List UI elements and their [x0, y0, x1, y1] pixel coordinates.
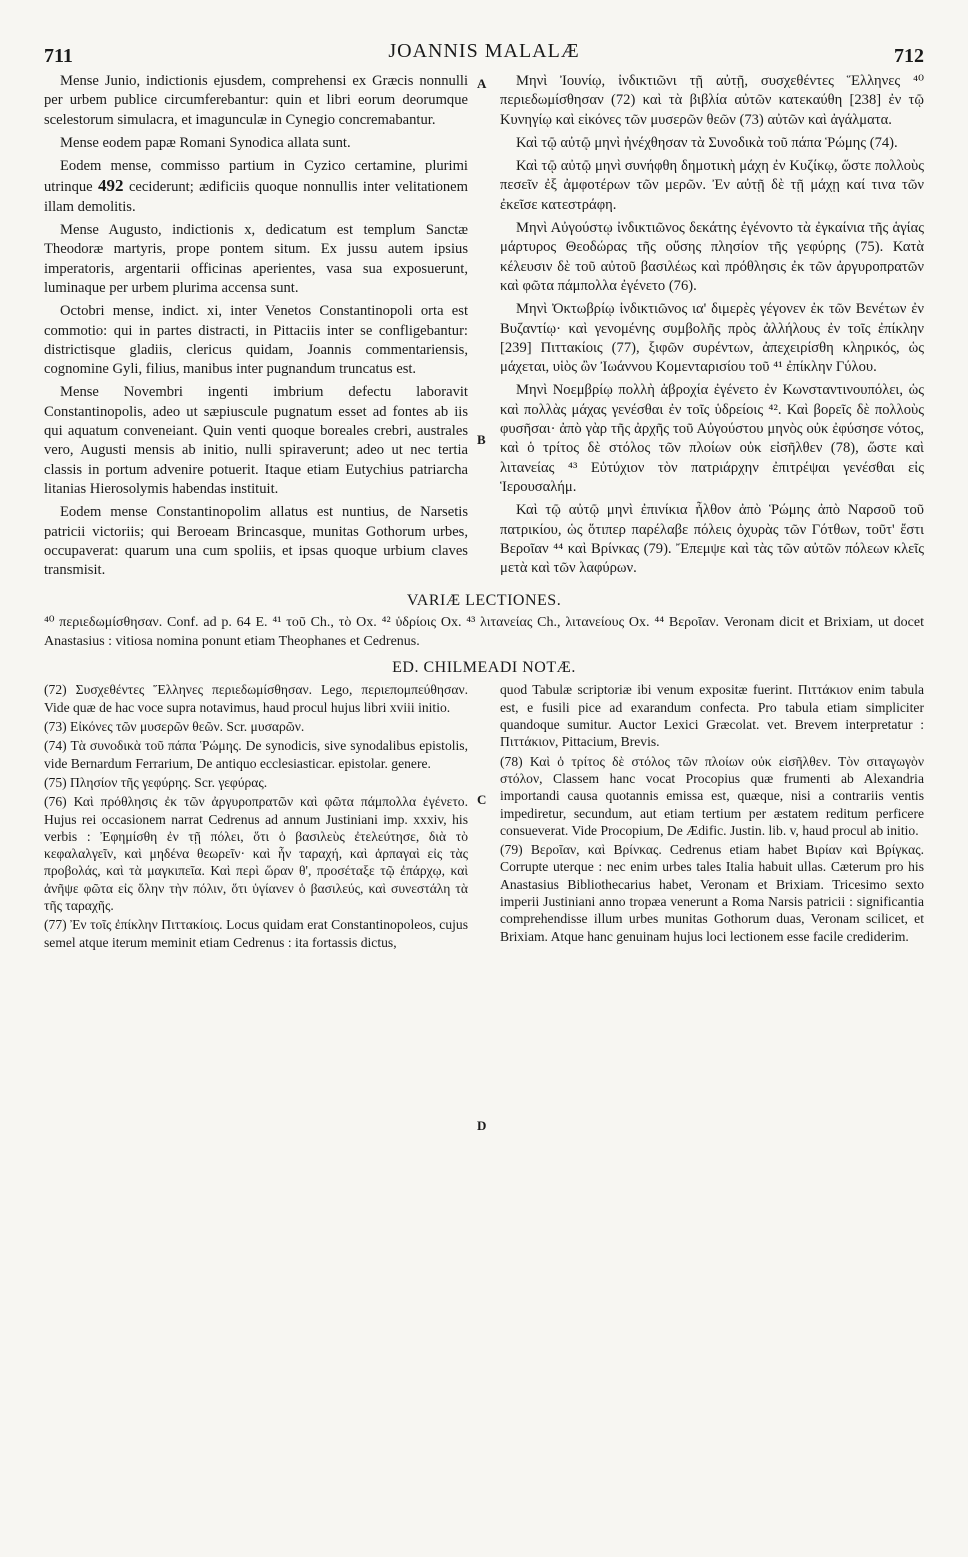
- notes-right-column: [500, 681, 924, 952]
- note-paragraph: (74) Τὰ συνοδικὰ τοῦ πάπα Ῥώμης. De synodicis, sive synodalibus epistolis, vide Bernardum Ferrarium, De antiquo ecclesiasticar. epistolar. genere.: [44, 738, 468, 771]
- varia-lectiones: ⁴⁰ περιεδωμίσθησαν. Conf. ad p. 64 E. ⁴¹ τοῦ Ch., τὸ Ox. ⁴² ὑδρίοις Ox. ⁴³ λιτανείας Ch., λιτανείους Ox. ⁴⁴ Βεροῖαν. Veronam dicit et Brixiam, ut docet Anastasius : vitiosa nomina ponunt etiam Theophanes et Cedrenus.: [44, 615, 924, 649]
- notes-left-column: [44, 681, 468, 952]
- latin-paragraph-part: ceciderunt; ædificiis quoque nonnullis inter velitationem illam demolitis.: [44, 179, 469, 215]
- right-page-number: 712: [894, 45, 924, 67]
- latin-paragraph: Octobri mense, indict. xi, inter Venetos Constantinopoli orta est commotio: qui in partes distracti, in Pittaciis inter se confligebantur: districtisque gladiis, clericus quidam, Joannis commentariensis, cognomine Gyli, filius, manibus inter pugnandum truncatus est.: [44, 303, 468, 378]
- greek-paragraph: Καὶ τῷ αὐτῷ μηνὶ ἐπινίκια ἦλθον ἀπὸ Ῥώμης ἀπὸ Ναρσοῦ τοῦ πατρικίου, ὡς ὅτιπερ παρέλαβε πόλεις ὀχυρὰς τῶν Γότθων, τοῦτ' ἔστι Βεροῖαν ⁴⁴ καὶ Βρίνκας (79). Ἔπεμψε καὶ τὰς τῶν αὐτῶν πόλεων κλεῖς μετὰ καὶ τῶν λαφύρων.: [500, 502, 924, 577]
- latin-paragraph: Mense Augusto, indictionis x, dedicatum est templum Sanctæ Theodoræ martyris, prope pontem situm. Ex jussu autem ipsius imperatoris, argentarii officinas aperientes, vasa sua exposuerunt, luminaque per urbem plurima accensa sunt.: [44, 222, 468, 296]
- note-paragraph: (79) Βεροῖαν, καὶ Βρίνκας. Cedrenus etiam habet Βιρίαν καὶ Βρίγκας. Corrupte uterque : nec enim urbes tales Italia habuit ullas. Cæterum pro his Anastasius Bibliothecarius habet, Veronam et Brixiam. Tricesimo sexto imperii Justiniani anno tropæa venerunt a Roma Narsis patricii : significantia comprehendisse illum urbes munitas Gothorum duas, Veronam scilicet, et Brixiam. Atque hanc genuinam hujus loci lectionem esse facile crediderim.: [500, 842, 924, 944]
- latin-column: [44, 72, 468, 584]
- note-paragraph: quod Tabulæ scriptoriæ ibi venum expositæ fuerint. Πιττάκιον enim tabula est, e fusili pice ad exarandum confecta. Pro tabula etiam simpliciter quandoque sumitur. Auctor Lexici Græcolat. vet. Brevem interpretatur : Πιττάκιον, Pittacium, Brevis.: [500, 682, 924, 750]
- varia-heading: VARIÆ LECTIONES.: [406, 592, 562, 610]
- greek-column: [500, 72, 924, 584]
- latin-paragraph: Mense eodem papæ Romani Synodica allata sunt.: [60, 134, 351, 151]
- note-paragraph: (76) Καὶ πρόθλησις ἐκ τῶν ἀργυροπρατῶν καὶ φῶτα πάμπολλα ἐγένετο. Hujus rei occasionem narrat Cedrenus ad annum Justiniani imp. xxxiv, his verbis : Ἐφημίσθη ἐν τῇ πόλει, ὅτι ὁ βασιλεὺς ἐτελεύτησε, διὰ τὸ κεφαλαλγεῖν, καὶ μηδένα θεωρεῖν· καὶ ἦν ταραχή, καὶ ἁρπαγαὶ εἰς τὰς προβολάς, καὶ τὰ μαγκιπεῖα. Καὶ περὶ ὥραν θ', προσέταξε τῷ ἐπάρχῳ, καὶ ἀνῆψε φῶτα εἰς ὅλην τὴν πόλιν, ὅτι ὑγίανεν ὁ βασιλεύς, καὶ συνεστάλη τὰ τῆς ταραχῆς.: [44, 794, 468, 913]
- latin-paragraph: Eodem mense Constantinopolim allatus est nuntius, de Narsetis patricii victoriis; qui Beroeam Brincasque, munitas Gothorum urbes, occupaverat: quarum una cum spoliis, et ipsas quoque urbium claves transmisit.: [44, 504, 468, 579]
- greek-paragraph: Καὶ τῷ αὐτῷ μηνὶ ἠνέχθησαν τὰ Συνοδικὰ τοῦ πάπα Ῥώμης (74).: [516, 134, 898, 151]
- greek-paragraph: Καὶ τῷ αὐτῷ μηνὶ συνήφθη δημοτικὴ μάχη ἐν Κυζίκῳ, ὥστε πολλοὺς πεσεῖν ἐξ ἀμφοτέρων τῶν μερῶν. Ἐν αὐτῇ δὲ τῇ μάχῃ καί τινα τῶν ἐκεῖσε κατεστράφη.: [500, 158, 924, 213]
- note-paragraph: (77) Ἐν τοῖς ἐπίκλην Πιττακίοις. Locus quidam erat Constantinopoleos, cujus semel atque iterum meminit etiam Cedrenus : ita fortassis dictus,: [44, 917, 468, 950]
- inline-number: 492: [98, 176, 124, 196]
- latin-paragraph: Mense Novembri ingenti imbrium defectu laboravit Constantinopolis, adeo ut sæpiuscule pugnatum esset ad fontes ab iis qui aquatum conveneiant. Quin venti quoque boreales crebri, australes vero, Augusti mensis ab initio, nulli spiraverunt; adeo ut nec tertia classis in portum advenire potuerit. Itaque etiam Eutychius patriarcha litanias Hierosolymis habendas instituit.: [44, 384, 468, 497]
- greek-paragraph: Μηνὶ Ὀκτωβρίῳ ἰνδικτιῶνος ια' διμερὲς γέγονεν ἐκ τῶν Βενέτων ἐν Βυζαντίῳ· καὶ γενομένης συμβολῆς πρὸς ἀλλήλους ἐν τοῖς ἐπίκλην [239] Πιττακίοις (77), ξιφῶν συρέντων, ἀπεχειρίσθη κληρικός, ὡς μάχεται, υἱὸς ὢν Ἰωάννου Κομενταρισίου τοῦ ⁴¹ ἐπίκλην Γύλου.: [500, 301, 924, 376]
- note-paragraph: (78) Καὶ ὁ τρίτος δὲ στόλος τῶν πλοίων οὐκ εἰσῆλθεν. Τὸν σιταγωγὸν στόλον, Classem hanc vocat Procopius quæ frumenti ab Alexandria importandi causa quotannis emissa est, quæque, nisi a contrariis ventis impediretur, secundum, aut etiam tertium per æstatem reditum perficere consueverat. Vide Procopium, De Ædific. Justin. lib. v, haud procul ab initio.: [500, 753, 924, 838]
- latin-paragraph: Mense Junio, indictionis ejusdem, comprehensi ex Græcis nonnulli per urbem publice circumferebantur: quin et libri eorum deorumque scelestorum simulacra, et imagunculæ in Cynegio concremabantur.: [44, 73, 468, 128]
- note-paragraph: (72) Συσχεθέντες Ἕλληνες περιεδωμίσθησαν. Lego, περιεπομπεύθησαν. Vide quæ de hac voce supra notavimus, haud procul hujus libri xviii initio.: [44, 682, 468, 715]
- main-text: [44, 72, 924, 584]
- running-title: JOANNIS MALALÆ: [388, 40, 580, 62]
- note-paragraph: (75) Πλησίον τῆς γεφύρης. Scr. γεφύρας.: [44, 774, 268, 790]
- margin-marker-c: C: [477, 792, 487, 807]
- greek-paragraph: Μηνὶ Νοεμβρίῳ πολλὴ ἀβροχία ἐγένετο ἐν Κωνσταντινουπόλει, ὡς καὶ πολλὰς μάχας γενέσθαι ἐν τοῖς ὑδρείοις ⁴². Καὶ βορεῖς δὲ πολλοὺς φυσῆσαι· ἀπὸ γὰρ τῆς ἀρχῆς τοῦ Αὐγούστου μηνὸς οὐκ ἐφύσησε νότος, καὶ ὁ τρίτος δὲ στόλος τῶν πλοίων οὐκ εἰσῆλθεν (78), ὥστε καὶ λιτανείας ⁴³ Εὐτύχιον τὸν πατριάρχην ἐπιτρέψαι γενέσθαι εἰς Ἱερουσαλήμ.: [500, 382, 924, 495]
- left-page-number: 711: [44, 45, 73, 67]
- note-paragraph: (73) Εἰκόνες τῶν μυσερῶν θεῶν. Scr. μυσαρῶν.: [44, 719, 305, 735]
- greek-paragraph: Μηνὶ Αὐγούστῳ ἰνδικτιῶνος δεκάτης ἐγένοντο τὰ ἐγκαίνια τῆς ἁγίας μάρτυρος Θεοδώρας τῆς οὔσης πλησίον τῆς γεφύρης (75). Κατὰ κέλευσιν δὲ τοῦ αὐτοῦ βασιλέως καὶ πρόθλησις ἐκ τῶν ἀργυροπρατῶν καὶ φῶτα πάμπολλα ἐγένετο (76).: [500, 220, 924, 294]
- margin-marker-d: D: [477, 1118, 487, 1133]
- notes-section: [44, 681, 924, 952]
- running-header: [44, 34, 924, 68]
- greek-paragraph: Μηνὶ Ἰουνίῳ, ἰνδικτιῶνι τῇ αὐτῇ, συσχεθέντες Ἕλληνες ⁴⁰ περιεδωμίσθησαν (72) καὶ τὰ βιβλία αὐτῶν κατεκαύθη [238] ἐν τῷ Κυνηγίῳ καὶ εἰκόνες τῶν μυσερῶν θεῶν (73) αὐτῶν καὶ ἀγάλματα.: [500, 73, 924, 128]
- margin-marker-b: B: [477, 432, 486, 447]
- latin-paragraph-part: Eodem mense, commisso partium in Cyzico certamine, plurimi utrinque: [44, 158, 468, 196]
- notes-heading: ED. CHILMEADI NOTÆ.: [392, 659, 576, 677]
- margin-marker-a: A: [477, 76, 487, 91]
- latin-paragraph: [44, 157, 468, 217]
